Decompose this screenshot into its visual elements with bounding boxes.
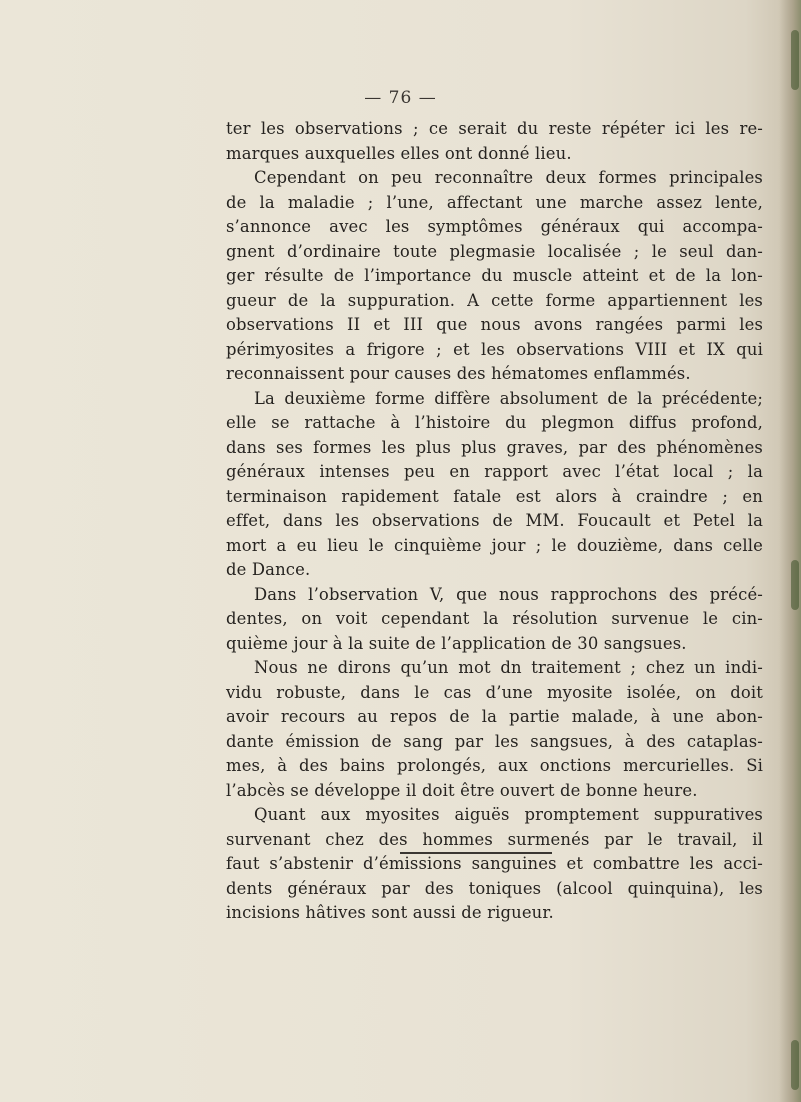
text-line: Cependant on peu reconnaître deux formes principales (254, 168, 763, 187)
text-line: s’annonce avec les symptômes généraux qui accompa- (226, 217, 763, 236)
text-line: ger résulte de l’importance du muscle atteint et de la lon- (226, 266, 763, 285)
section-rule (400, 852, 552, 854)
text-line: dans ses formes les plus plus graves, par des phénomènes (226, 437, 763, 457)
text-line: vidu robuste, dans le cas d’une myosite isolée, on doit (226, 682, 763, 702)
page-edge-shadow (779, 0, 801, 1102)
text-line: Dans l’observation V, que nous rapprochons des précé- (254, 584, 763, 604)
text-line: périmyosites a frigore ; et les observations VIII et IX qui (226, 339, 763, 359)
text-line: de Dance. (226, 560, 311, 579)
text-line: avoir recours au repos de la partie malade, à une abon- (226, 707, 763, 726)
text-line: observations II et III que nous avons rangées parmi les (226, 315, 763, 334)
text-line: gnent d’ordinaire toute plegmasie localisée ; le seul dan- (226, 241, 763, 261)
text-line: faut s’abstenir d’émissions sanguines et combattre les acci- (226, 854, 763, 873)
text-line: elle se rattache à l’histoire du plegmon diffus profond, (226, 413, 763, 432)
text-line: dante émission de sang par les sangsues, à des cataplas- (226, 731, 763, 751)
text-line: marques auxquelles elles ont donné lieu. (226, 143, 572, 163)
body-text (226, 117, 763, 926)
text-line: incisions hâtives sont aussi de rigueur. (226, 903, 554, 922)
text-line: généraux intenses peu en rapport avec l’état local ; la (226, 462, 763, 481)
text-line: dentes, on voit cependant la résolution survenue le cin- (226, 609, 763, 628)
text-line: mort a eu lieu le cinquième jour ; le douzième, dans celle (226, 535, 763, 555)
text-line: mes, à des bains prolongés, aux onctions mercurielles. Si (226, 756, 763, 775)
text-line: quième jour à la suite de l’application de 30 sangsues. (226, 633, 687, 653)
text-line: survenant chez des hommes surmenés par le travail, il (226, 829, 763, 849)
text-line: l’abcès se développe il doit être ouvert de bonne heure. (226, 780, 698, 800)
edge-stain (791, 30, 799, 90)
text-line: terminaison rapidement fatale est alors à craindre ; en (226, 486, 763, 506)
edge-stain (791, 1040, 799, 1090)
text-line: ter les observations ; ce serait du reste répéter ici les re- (226, 119, 763, 138)
text-line: gueur de la suppuration. A cette forme appartiennent les (226, 290, 763, 310)
text-line: reconnaissent pour causes des hématomes enflammés. (226, 364, 691, 383)
text-line: dents généraux par des toniques (alcool quinquina), les (226, 878, 763, 898)
edge-stain (791, 560, 799, 610)
text-line: Nous ne dirons qu’un mot dn traitement ; chez un indi- (254, 658, 763, 677)
text-line: de la maladie ; l’une, affectant une marche assez lente, (226, 192, 763, 212)
text-line: Quant aux myosites aiguës promptement suppuratives (254, 805, 763, 824)
text-line: effet, dans les observations de MM. Foucault et Petel la (226, 511, 763, 530)
page-number: — 76 — (364, 88, 437, 108)
text-line: La deuxième forme diffère absolument de la précédente; (254, 388, 763, 408)
